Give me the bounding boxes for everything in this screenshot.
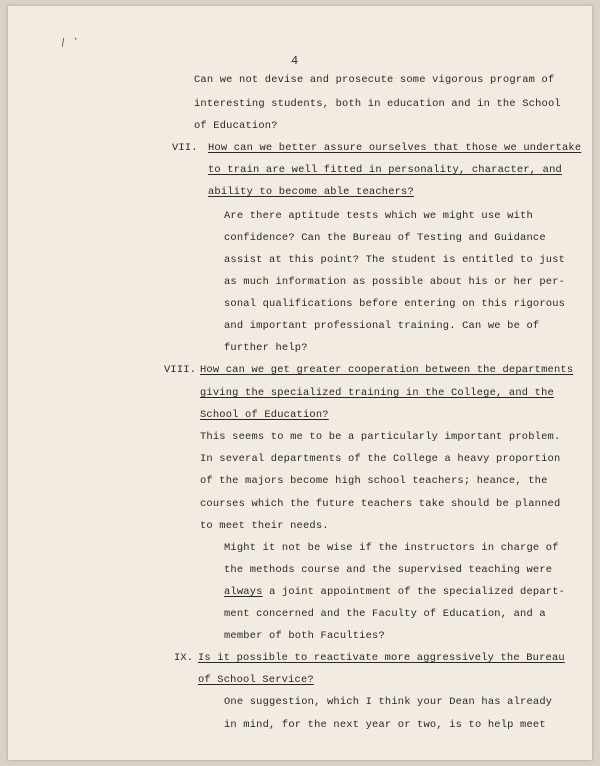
- text-line: sonal qualifications before entering on this rigorous: [224, 298, 566, 310]
- text-line: Are there aptitude tests which we might use with: [224, 210, 533, 222]
- text-line: of the majors become high school teachers; heance, the: [200, 475, 548, 487]
- section-heading-line: How can we get greater cooperation between the departments: [200, 364, 574, 376]
- text-line: to meet their needs.: [200, 520, 329, 532]
- text-line: of Education?: [194, 120, 278, 132]
- text-line: ment concerned and the Faculty of Education, and a: [224, 608, 546, 620]
- text-line: Can we not devise and prosecute some vigorous program of: [194, 74, 555, 86]
- text-line: courses which the future teachers take should be planned: [200, 498, 561, 510]
- section-heading-line: How can we better assure ourselves that those we undertake: [208, 142, 582, 154]
- text-line: member of both Faculties?: [224, 630, 385, 642]
- text-line: in mind, for the next year or two, is to help meet: [224, 719, 546, 731]
- text-line: and important professional training. Can we be of: [224, 320, 540, 332]
- text-line: confidence? Can the Bureau of Testing and Guidance: [224, 232, 546, 244]
- text-line: further help?: [224, 342, 308, 354]
- text-line: In several departments of the College a heavy proportion: [200, 453, 561, 465]
- text-fragment: a joint appointment of the specialized depart-: [269, 586, 566, 598]
- text-line: Might it not be wise if the instructors in charge of: [224, 542, 559, 554]
- text-line: This seems to me to be a particularly important problem.: [200, 431, 561, 443]
- section-numeral: VII.: [172, 142, 198, 154]
- section-heading-line: to train are well fitted in personality, character, and: [208, 164, 562, 176]
- corner-mark: / ·: [58, 32, 82, 52]
- document-page: [8, 6, 592, 760]
- section-heading-line: Is it possible to reactivate more aggressively the Bureau: [198, 652, 565, 664]
- text-line: the methods course and the supervised teaching were: [224, 564, 553, 576]
- text-line: interesting students, both in education and in the School: [194, 98, 561, 110]
- section-heading-line: ability to become able teachers?: [208, 186, 414, 198]
- section-numeral: VIII.: [164, 364, 197, 376]
- section-heading-line: giving the specialized training in the College, and the: [200, 387, 554, 399]
- page-number: 4: [291, 54, 299, 68]
- emphasis-word: always: [224, 586, 263, 598]
- text-line: assist at this point? The student is entitled to just: [224, 254, 566, 266]
- text-line: [224, 586, 565, 598]
- section-numeral: IX.: [174, 652, 194, 664]
- text-line: as much information as possible about his or her per-: [224, 276, 566, 288]
- section-heading-line: of School Service?: [198, 674, 314, 686]
- section-heading-line: School of Education?: [200, 409, 329, 421]
- text-line: One suggestion, which I think your Dean has already: [224, 696, 553, 708]
